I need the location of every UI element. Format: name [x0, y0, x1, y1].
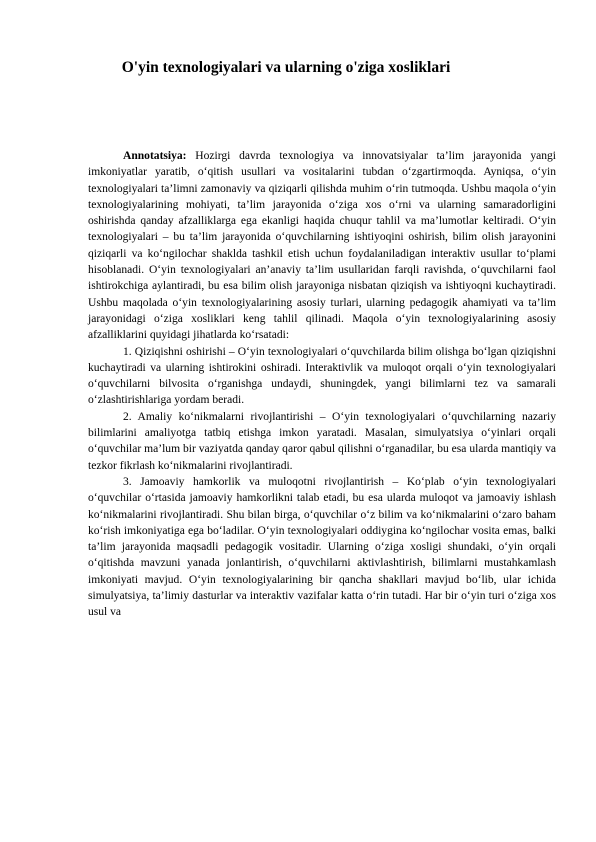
- abstract-paragraph: [88, 148, 556, 344]
- paper-body: [88, 148, 556, 621]
- point-paragraph: 3. Jamoaviy hamkorlik va muloqotni rivojlantirish – Koʻplab oʻyin texnologiyalari oʻquvchilar oʻrtasida jamoaviy hamkorlikni talab etadi, bu esa ularda muloqot va jamoaviy ishlash koʻnikmalarini rivojlantiradi. Shu bilan birga, oʻquvchilar oʻz bilim va koʻnikmalarini oʻzaro baham koʻrish imkoniyatiga ega boʻladilar. Oʻyin texnologiyalari oddiygina koʻngilochar vosita emas, balki ta’lim jarayonida maqsadli pedagogik vositadir. Ularning oʻziga xosligi shundaki, oʻyin orqali oʻqitishda mavzuni yanada jonlantirish, oʻquvchilarni aktivlashtirish, bilimlarni mustahkamlash imkoniyati mavjud. Oʻyin texnologiyalarining bir qancha shakllari mavjud boʻlib, ular ichida simulyatsiya, ta’limiy dasturlar va interaktiv vazifalar katta oʻrin tutadi. Har bir oʻyin turi oʻziga xos usul va: [88, 475, 556, 619]
- point-paragraph: 2. Amaliy koʻnikmalarni rivojlantirishi – Oʻyin texnologiyalari oʻquvchilarning nazariy bilimlarini amaliyotga tatbiq etishga imkon yaratadi. Masalan, simulyatsiya oʻyinlari orqali oʻquvchilar ma’lum bir vaziyatda qanday qaror qabul qilishni oʻrganadilar, bu esa ularda mantiqiy va tezkor fikrlash koʻnikmalarini rivojlantiradi.: [88, 410, 556, 472]
- paper-title: O'yin texnologiyalari va ularning o'ziga xosliklari: [121, 59, 451, 76]
- abstract-text: Hozirgi davrda texnologiya va innovatsiyalar ta’lim jarayonida yangi imkoniyatlar yaratib, oʻqitish usullari va vositalarini tubdan oʻzgartirmoqda. Ayniqsa, oʻyin texnologiyalari ta’limni zamonaviy va qiziqarli qilishda muhim oʻrin tutmoqda. Ushbu maqola oʻyin texnologiyalarining mohiyati, ta’lim jarayonida oʻziga xos oʻrni va ularning samaradorligini oshirishda qanday afzalliklarga ega ekanligi haqida chuqur tahlil va ma’lumotlar keltiradi. Oʻyin texnologiyalari – bu ta’lim jarayonida oʻquvchilarning ishtiyoqini oshirish, bilim olish jarayonini qiziqarli va koʻngilochar shaklda tashkil etish uchun foydalaniladigan interaktiv usullar toʻplami hisoblanadi. Oʻyin texnologiyalari an’anaviy ta’lim usullaridan farqli ravishda, oʻquvchilarni faol ishtirokchiga aylantiradi, bu esa bilim olish jarayoniga nisbatan qiziqish va ishtiyoqni kuchaytiradi. Ushbu maqolada oʻyin texnologiyalarining asosiy turlari, ularning pedagogik ahamiyati va ta’lim jarayonidagi oʻziga xosliklari keng tahlil qilinadi. Maqola oʻyin texnologiyalarining asosiy afzalliklarini quyidagi jihatlarda koʻrsatadi:: [88, 150, 556, 342]
- abstract-label: Annotatsiya:: [123, 150, 187, 162]
- point-paragraph: 1. Qiziqishni oshirishi – Oʻyin texnologiyalari oʻquvchilarda bilim olishga boʻlgan qiziqishni kuchaytiradi va ularning ishtirokini oshiradi. Interaktivlik va muloqot orqali oʻyin texnologiyalari oʻquvchilarni bilvosita oʻrganishga undaydi, shuningdek, yangi bilimlarni tez va samarali oʻzlashtirishlariga yordam beradi.: [88, 345, 556, 407]
